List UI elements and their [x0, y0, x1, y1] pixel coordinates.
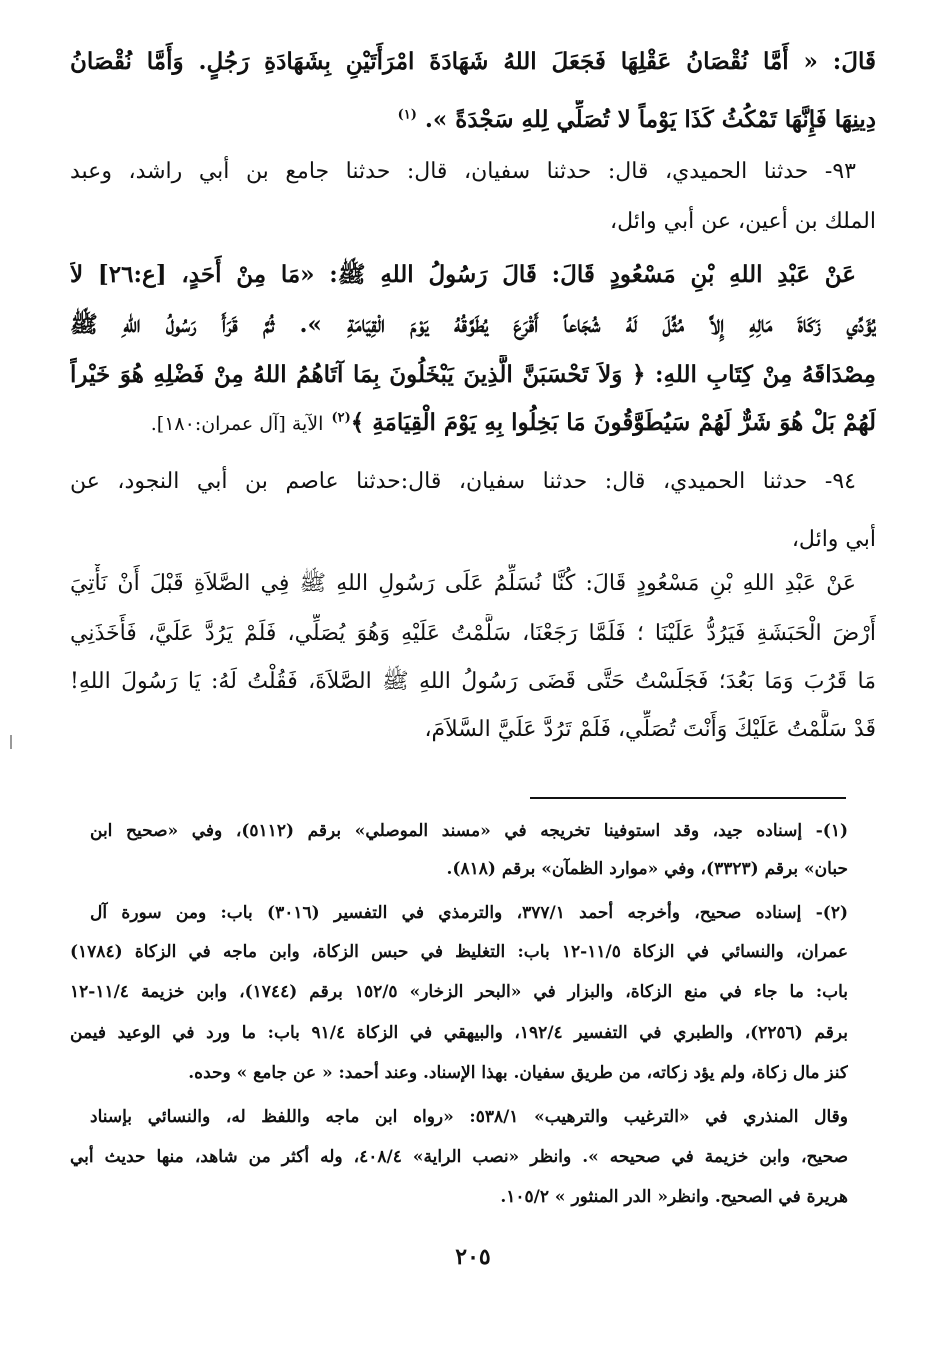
isnad-line: أبي وائل،	[791, 527, 876, 552]
hadith-text-line: قَدْ سَلَّمْتُ عَلَيْكَ وَأَنْتَ تُصَلِّي، فَلَمْ تَرُدَّ عَلَيَّ السَّلاَمَ،	[424, 717, 876, 742]
footnote-separator	[530, 797, 846, 799]
footnote-line: وقال المنذري في «الترغيب والترهيب» ٥٣٨/١: «رواه ابن ماجه واللفظ له، والنسائي بإسناد	[90, 1107, 848, 1127]
hadith-text-line: عَنْ عَبْدِ اللهِ بْنِ مَسْعُودٍ قَالَ: قَالَ رَسُولُ اللهِ ﷺ: «مَا مِنْ أَحَدٍ، [ع:٢٦] لاَ	[70, 261, 856, 288]
footnote-line: برقم (٢٢٥٦)، والطبري في التفسير ١٩٢/٤، والبيهقي في الزكاة ٩١/٤ باب: ما ورد في الوعيد فيمن	[70, 1023, 848, 1043]
page-number: ٢٠٥	[455, 1244, 491, 1270]
margin-mark	[10, 735, 12, 749]
ayah-reference: الآية [آل عمران:١٨٠].	[150, 413, 324, 435]
footnote-line: هريرة في الصحيح. وانظر« الدر المنثور » ١٠٥/٢.	[500, 1187, 848, 1207]
hadith-text-line: دِينِهَا فَإِنَّهَا تَمْكُثُ كَذَا يَوْماً لا تُصَلِّي لِلهِ سَجْدَةً ». $^{(١)}$	[397, 106, 876, 133]
isnad-line: ٩٣- حدثنا الحميدي، قال: حدثنا سفيان، قال: حدثنا جامع بن أبي راشد، وعبد	[70, 159, 856, 184]
footnote-ref-1: (١)	[397, 107, 417, 123]
footnote-line: عمران، والنسائي في الزكاة ١١/٥-١٢ باب: التغليظ في حبس الزكاة، وابن ماجه في الزكاة (١٧٨٤)	[70, 942, 848, 962]
hadith-text-line: لَهُمْ بَلْ هُوَ شَرٌّ لَهُمْ سَيُطَوَّقُونَ مَا بَخِلُوا بِهِ يَوْمَ الْقِيَامَةِ ﴾$^{(٢)}$ الآية [آل عمران:١٨٠].	[150, 409, 876, 436]
hadith-text-line: مِصْدَاقَهُ مِنْ كِتَابِ اللهِ: ﴿ وَلاَ تَحْسَبَنَّ الَّذِينَ يَبْخَلُونَ بِمَا آتَاهُمُ اللهُ مِنْ فَضْلِهِ هُوَ خَيْراً	[70, 361, 876, 388]
footnote-line: باب: ما جاء في منع الزكاة، والبزار في «البحر الزخار» ١٥٢/٥ برقم (١٧٤٤)، وابن خزيمة ١١/٤-١٢	[70, 982, 848, 1002]
footnote-line: حبان» برقم (٣٣٢٣)، وفي «موارد الظمآن» برقم (٨١٨).	[446, 859, 848, 879]
footnote-line: صحيح، وابن خزيمة في صحيحه ». وانظر «نصب الراية» ٤٠٨/٤، وله أكثر من شاهد، منها حديث أبي	[70, 1147, 848, 1167]
footnote-line: (٢)- إسناده صحيح، وأخرجه أحمد ٣٧٧/١، والترمذي في التفسير (٣٠١٦) باب: ومن سورة آل	[90, 903, 848, 923]
hadith-text-line: أَرْضَ الْحَبَشَةِ فَيَرُدُّ عَلَيْنَا ؛ فَلَمَّا رَجَعْنَا، سَلَّمْتُ عَلَيْهِ وَهُوَ يُصَلِّي، فَلَمْ يَرُدَّ عَلَيَّ، فَأَخَذَنِي	[70, 621, 876, 646]
hadith-text-line: عَنْ عَبْدِ اللهِ بْنِ مَسْعُودٍ قَالَ: كُنَّا نُسَلِّمُ عَلَى رَسُولِ اللهِ ﷺ فِي الصَّلاَةِ قَبْلَ أَنْ نَأْتِيَ	[70, 571, 856, 596]
footnote-ref-2: (٢)	[331, 410, 351, 426]
hadith-text-line: يُؤَدِّي زَكَاةَ مَالِهِ إِلاَّ مُثِّلَ لَهُ شُجَاعاً أَقْرَعَ يُطَوَّقُهُ يَوْمَ الْقِيَامَةِ ». ثُمَّ قَرَأَ رَسُولُ اللهِ ﷺ	[70, 311, 876, 338]
footnote-line: (١)- إسناده جيد، وقد استوفينا تخريجه في «مسند الموصلي» برقم (٥١١٢)، وفي «صحيح ابن	[90, 821, 848, 841]
footnote-line: كنز مال زكاة، ولم يؤد زكاته، من طريق سفيان. بهذا الإسناد. وعند أحمد: « عن جامع » وحده.	[188, 1063, 848, 1083]
isnad-line: ٩٤- حدثنا الحميدي، قال: حدثنا سفيان، قال:حدثنا عاصم بن أبي النجود، عن	[70, 469, 856, 494]
hadith-text-line: مَا قَرُبَ وَمَا بَعُدَ؛ فَجَلَسْتُ حَتَّى قَضَى رَسُولُ اللهِ ﷺ الصَّلاَةَ، فَقُلْتُ لَهُ: يَا رَسُولَ اللهِ!	[70, 669, 876, 694]
isnad-line: الملك بن أعين، عن أبي وائل،	[610, 209, 876, 234]
hadith-text-line: قَالَ: « أَمَّا نُقْصَانُ عَقْلِهَا فَجَعَلَ اللهُ شَهَادَةَ امْرَأَتَيْنِ بِشَهَادَةِ رَجُلٍ. وَأَمَّا نُقْصَانُ	[70, 48, 876, 75]
